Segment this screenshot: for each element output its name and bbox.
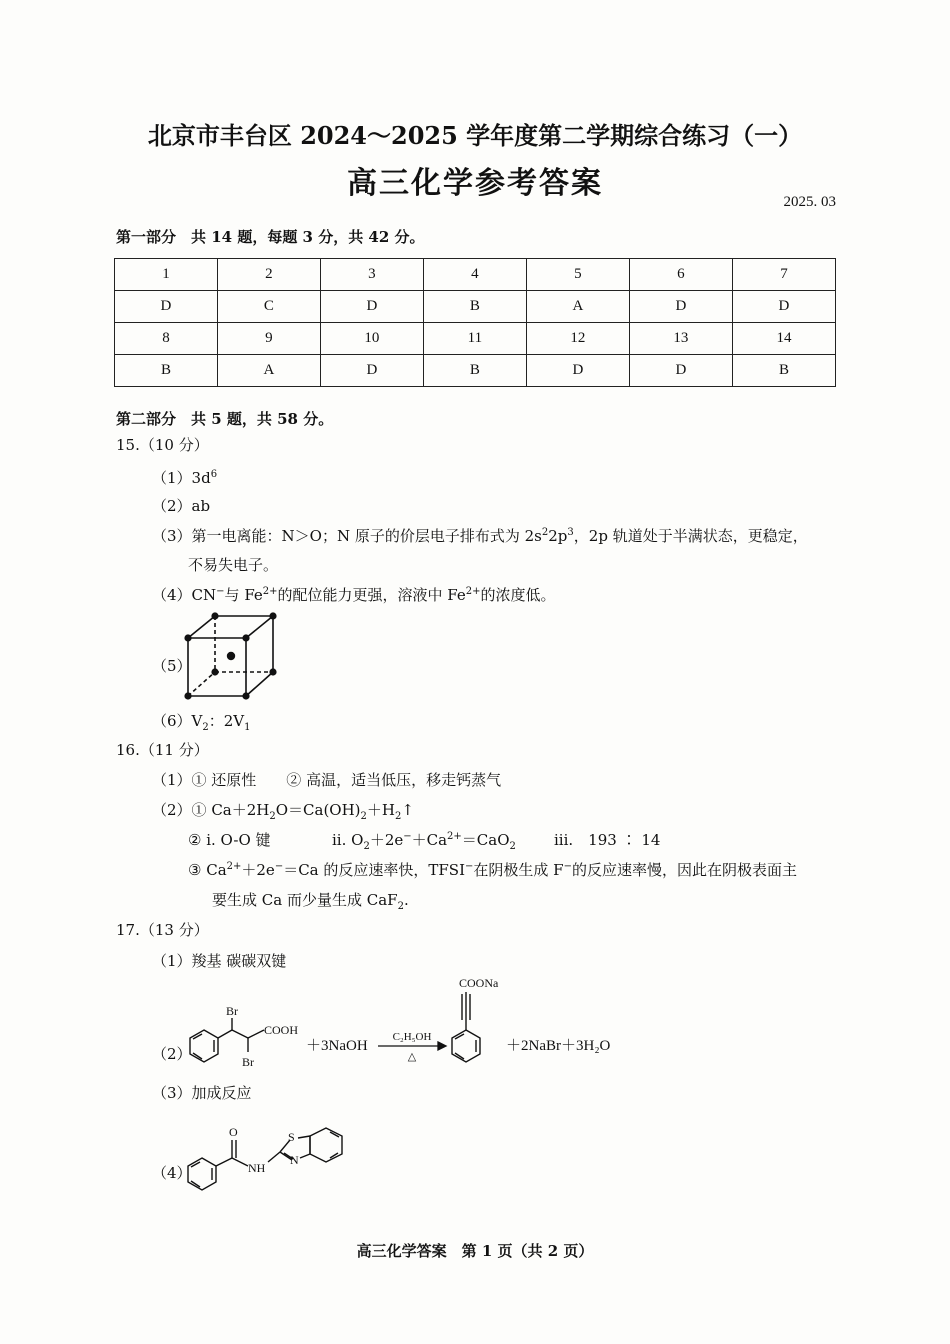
- part1-heading: 第一部分 共 14 题，每题 3 分，共 42 分。: [116, 228, 425, 246]
- reaction-scheme: [180, 970, 640, 1085]
- oxygen-label: O: [229, 1125, 238, 1139]
- question-number-cell: 11: [423, 323, 526, 355]
- answer-cell: B: [423, 355, 526, 387]
- question-number-cell: 2: [217, 259, 320, 291]
- question-number-cell: 4: [423, 259, 526, 291]
- document-subtitle: 高三化学参考答案: [347, 166, 603, 201]
- reaction-condition-heat: △: [407, 1051, 417, 1063]
- product-structure: [452, 992, 480, 1062]
- reaction-arrow: [378, 1042, 446, 1050]
- answer-row: [115, 291, 836, 323]
- answer-cell: D: [732, 291, 835, 323]
- answer-cell: D: [629, 355, 732, 387]
- products-label: ＋2NaBr＋3H₂O: [506, 1038, 611, 1054]
- q16-answer-1: （1）① 还原性 ② 高温，适当低压，移走钙蒸气: [152, 771, 502, 789]
- q15-answer-3: （3）第一电离能：N＞O；N 原子的价层电子排布式为 $2s^22p^3$，2p 轨道处于半满状态，更稳定，: [152, 527, 808, 545]
- question-number-cell: 3: [320, 259, 423, 291]
- body-centered-cube-diagram: [180, 608, 290, 708]
- answer-row: [115, 355, 836, 387]
- q15-answer-2: （2）ab: [152, 497, 211, 515]
- nh-label: NH: [248, 1161, 266, 1175]
- reaction-condition-solvent: C₂H₅OH: [392, 1031, 432, 1043]
- answer-cell: A: [526, 291, 629, 323]
- bromine-label-bottom: Br: [242, 1055, 254, 1069]
- q15-header: 15.（10 分）: [116, 436, 209, 454]
- q16-answer-2-2-i: ② i. O-O 键: [188, 831, 271, 849]
- question-number-cell: 12: [526, 323, 629, 355]
- q16-header: 16.（11 分）: [116, 741, 209, 759]
- answer-cell: D: [526, 355, 629, 387]
- q15-answer-4: （4）CN−与 $Fe^{2+}$的配位能力更强，溶液中 $Fe^{2+}$的浓度低。: [152, 586, 556, 604]
- question-number-cell: 7: [732, 259, 835, 291]
- q15-answer-1: $(1)3d^6$: [152, 469, 218, 487]
- answer-cell: D: [320, 355, 423, 387]
- page-footer: 高三化学答案 第 1 页（共 2 页）: [356, 1242, 594, 1260]
- document-date: 2025. 03: [783, 194, 836, 210]
- question-number-cell: 13: [629, 323, 732, 355]
- q17-header: 17.（13 分）: [116, 921, 209, 939]
- answer-cell: C: [217, 291, 320, 323]
- q17-answer-1: （1）羧基 碳碳双键: [152, 952, 287, 970]
- nitrogen-label: N: [290, 1153, 299, 1167]
- answer-cell: D: [629, 291, 732, 323]
- question-number-cell: 5: [526, 259, 629, 291]
- q17-answer-4-label: （4）: [152, 1164, 192, 1182]
- q16-answer-2-3: ③ $Ca^{2+}+2e^-=Ca$ 的反应速率快，TFSI−在阴极生成 F−的反应速率慢，因此在阴极表面主: [188, 861, 797, 879]
- answer-cell: A: [217, 355, 320, 387]
- document-title: 北京市丰台区 2024～2025 学年度第二学期综合练习（一）: [147, 121, 803, 150]
- product-coona-label: COONa: [459, 976, 499, 990]
- answer-cell: B: [115, 355, 218, 387]
- question-number-cell: 10: [320, 323, 423, 355]
- question-number-cell: 14: [732, 323, 835, 355]
- question-number-cell: 1: [115, 259, 218, 291]
- question-number-row: [115, 259, 836, 291]
- sulfur-label: S: [288, 1130, 295, 1144]
- question-number-cell: 8: [115, 323, 218, 355]
- answer-table: [114, 258, 836, 387]
- q16-answer-2-1: （2）① $Ca+2H_2O=Ca(OH)_2+H_2↑$: [152, 801, 414, 822]
- q15-answer-3-line2: 不易失电子。: [188, 556, 279, 574]
- q15-answer-6: $(6)V_2$：$2V_1$: [152, 712, 251, 733]
- q16-answer-2-3-line2: 要生成 Ca 而少量生成 CaF$_2$.: [212, 891, 409, 912]
- answer-cell: D: [320, 291, 423, 323]
- answer-cell: D: [115, 291, 218, 323]
- question-number-cell: 6: [629, 259, 732, 291]
- question-number-row: [115, 323, 836, 355]
- q16-answer-2-2-iii: iii. 193 ∶ 14: [554, 831, 661, 849]
- bromine-label-top: Br: [226, 1004, 238, 1018]
- carboxyl-label: COOH: [264, 1023, 299, 1037]
- part2-heading: 第二部分 共 5 题，共 58 分。: [116, 410, 334, 428]
- benzothiazole-amide-structure: [180, 1110, 370, 1200]
- q17-answer-3: （3）加成反应: [152, 1084, 252, 1102]
- q16-answer-2-2-ii: ii. $O_2+2e^-+Ca^{2+}=CaO_2$: [332, 831, 516, 852]
- q17-answer-2-label: （2）: [152, 1045, 192, 1063]
- reagent-naoh: ＋3NaOH: [306, 1038, 368, 1054]
- answer-cell: B: [423, 291, 526, 323]
- question-number-cell: 9: [217, 323, 320, 355]
- answer-cell: B: [732, 355, 835, 387]
- q15-answer-5-label: （5）: [152, 657, 192, 675]
